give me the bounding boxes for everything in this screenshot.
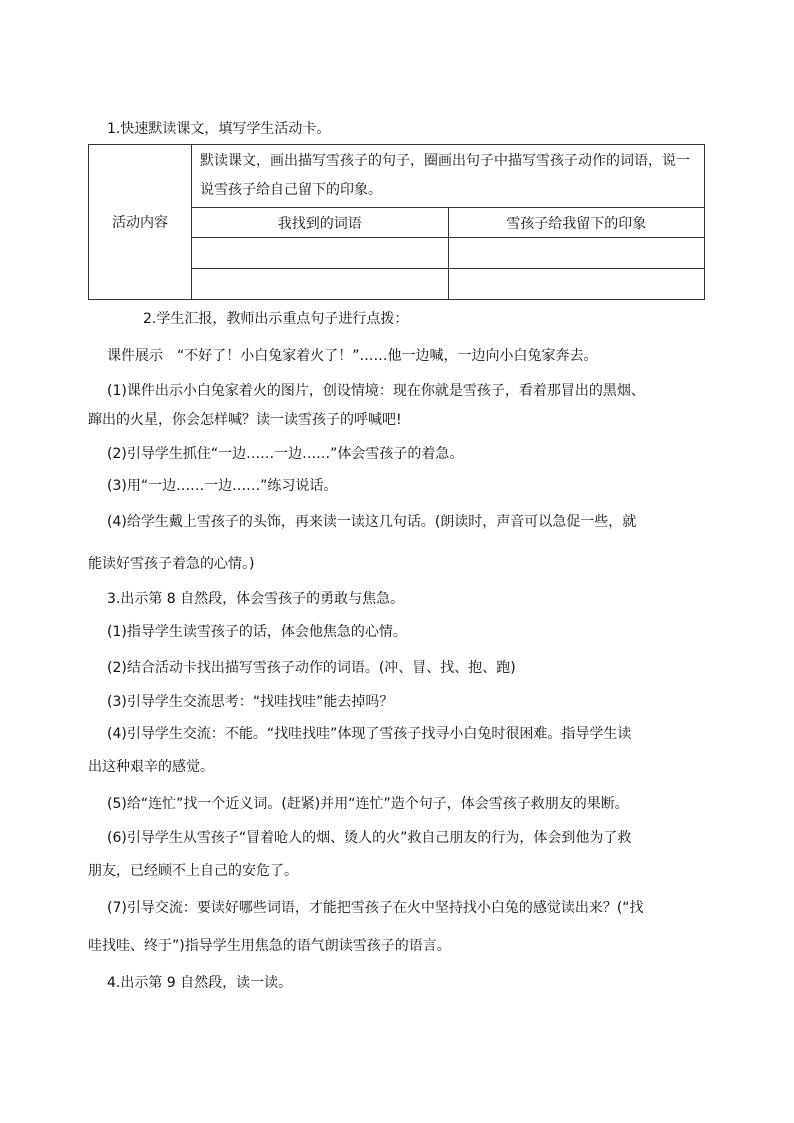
para-2-1-line1: (1)课件出示小白兔家着火的图片，创设情境：现在你就是雪孩子，看着那冒出的黑烟、 bbox=[107, 383, 645, 399]
col-impression-header: 雪孩子给我留下的印象 bbox=[448, 208, 705, 238]
words-cell-1 bbox=[192, 238, 449, 269]
activity-card bbox=[88, 144, 705, 300]
step2-heading: 2.学生汇报，教师出示重点句子进行点拨： bbox=[143, 311, 409, 327]
para-3-3: (3)引导学生交流思考：“找哇找哇”能去掉吗？ bbox=[107, 694, 394, 710]
para-2-4-line1: (4)给学生戴上雪孩子的头饰，再来读一读这几句话。(朗读时，声音可以急促一些，就 bbox=[107, 514, 637, 530]
para-3-7-line2: 哇找哇、终于”)指导学生用焦急的语气朗读雪孩子的语言。 bbox=[88, 938, 451, 954]
para-3-2: (2)结合活动卡找出描写雪孩子动作的词语。(冲、冒、找、抱、跑) bbox=[107, 660, 516, 676]
impression-cell-1 bbox=[448, 238, 705, 269]
para-2-2: (2)引导学生抓住“一边……一边……”体会雪孩子的着急。 bbox=[107, 446, 464, 462]
para-3-7-line1: (7)引导交流：要读好哪些词语，才能把雪孩子在火中坚持找小白兔的感觉读出来？(“找 bbox=[107, 900, 644, 916]
impression-cell-2 bbox=[448, 269, 705, 300]
para-3-5: (5)给“连忙”找一个近义词。(赶紧)并用“连忙”造个句子，体会雪孩子救朋友的果断。 bbox=[107, 796, 629, 812]
courseware-display: 课件展示 “不好了！小白兔家着火了！”……他一边喊，一边向小白兔家奔去。 bbox=[107, 348, 598, 364]
col-words-header: 我找到的词语 bbox=[192, 208, 449, 238]
para-3-6-line1: (6)引导学生从雪孩子“冒着呛人的烟、烫人的火”救自己朋友的行为，体会到他为了救 bbox=[107, 830, 632, 846]
activity-label: 活动内容 bbox=[89, 145, 192, 300]
step1-heading: 1.快速默读课文，填写学生活动卡。 bbox=[107, 121, 331, 137]
para-2-3: (3)用“一边……一边……”练习说话。 bbox=[107, 478, 338, 494]
step3-heading: 3.出示第 8 自然段，体会雪孩子的勇敢与焦急。 bbox=[107, 591, 405, 607]
step4-heading: 4.出示第 9 自然段，读一读。 bbox=[107, 975, 293, 991]
para-3-6-line2: 朋友，已经顾不上自己的安危了。 bbox=[88, 863, 298, 879]
para-3-4-line2: 出这种艰辛的感觉。 bbox=[88, 759, 214, 775]
para-3-1: (1)指导学生读雪孩子的话，体会他焦急的心情。 bbox=[107, 624, 407, 640]
para-2-4-line2: 能读好雪孩子着急的心情。) bbox=[88, 556, 255, 572]
para-3-4-line1: (4)引导学生交流：不能。“找哇找哇”体现了雪孩子找寻小白兔时很困难。指导学生读 bbox=[107, 726, 632, 742]
para-2-1-line2: 蹿出的火星，你会怎样喊？读一读雪孩子的呼喊吧! bbox=[88, 412, 402, 428]
activity-instruction: 默读课文，画出描写雪孩子的句子，圈画出句子中描写雪孩子动作的词语，说一说雪孩子给自己留下的印象。 bbox=[192, 145, 705, 208]
words-cell-2 bbox=[192, 269, 449, 300]
